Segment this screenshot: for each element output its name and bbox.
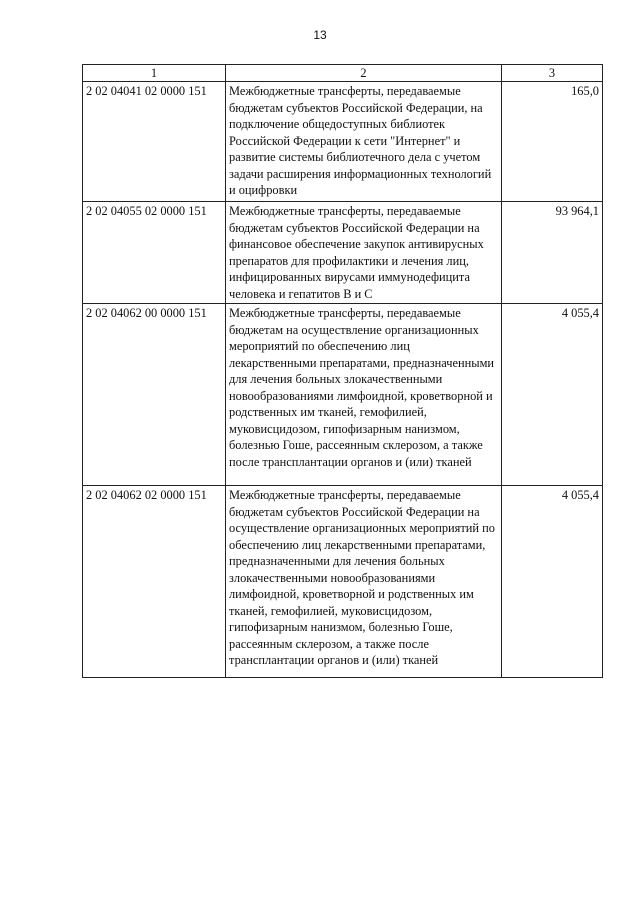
row-description: Межбюджетные трансферты, передаваемые бюджетам субъектов Российской Федерации, на подключение общедоступных библиотек Российской Федерации к сети "Интернет" и развитие системы библиотечного дела с учетом задачи расширения информационных технологий и оцифровки xyxy=(226,82,502,202)
row-amount: 4 055,4 xyxy=(502,486,603,678)
header-col-1: 1 xyxy=(83,65,226,82)
row-amount: 165,0 xyxy=(502,82,603,202)
table-row xyxy=(83,82,603,202)
table-row xyxy=(83,486,603,678)
row-description: Межбюджетные трансферты, передаваемые бюджетам субъектов Российской Федерации на осуществление организационных мероприятий по обеспечению лиц лекарственными препаратами, предназначенными для лечения больных злокачественными новообразованиями лимфоидной, кроветворной и родственных им тканей, гемофилией, муковисцидозом, гипофизарным нанизмом, болезнью Гоше, рассеянным склерозом, а также после трансплантации органов и (или) тканей xyxy=(226,486,502,678)
header-col-3: 3 xyxy=(502,65,603,82)
header-row xyxy=(83,65,603,82)
header-col-2: 2 xyxy=(226,65,502,82)
row-code: 2 02 04055 02 0000 151 xyxy=(83,202,226,304)
page-number: 13 xyxy=(313,28,327,42)
table-row xyxy=(83,304,603,486)
table-row xyxy=(83,202,603,304)
row-description: Межбюджетные трансферты, передаваемые бюджетам на осуществление организационных мероприятий по обеспечению лиц лекарственными препаратами, предназначенными для лечения больных злокачественными новообразованиями лимфоидной, кроветворной и родственных им тканей, гемофилией, муковисцидозом, гипофизарным нанизмом, болезнью Гоше, рассеянным склерозом, а также после трансплантации органов и (или) тканей xyxy=(226,304,502,486)
row-code: 2 02 04062 00 0000 151 xyxy=(83,304,226,486)
row-code: 2 02 04062 02 0000 151 xyxy=(83,486,226,678)
row-description: Межбюджетные трансферты, передаваемые бюджетам субъектов Российской Федерации на финансовое обеспечение закупок антивирусных препаратов для профилактики и лечения лиц, инфицированных вирусами иммунодефицита человека и гепатитов В и С xyxy=(226,202,502,304)
row-amount: 93 964,1 xyxy=(502,202,603,304)
row-amount: 4 055,4 xyxy=(502,304,603,486)
budget-table xyxy=(82,64,603,678)
row-code: 2 02 04041 02 0000 151 xyxy=(83,82,226,202)
